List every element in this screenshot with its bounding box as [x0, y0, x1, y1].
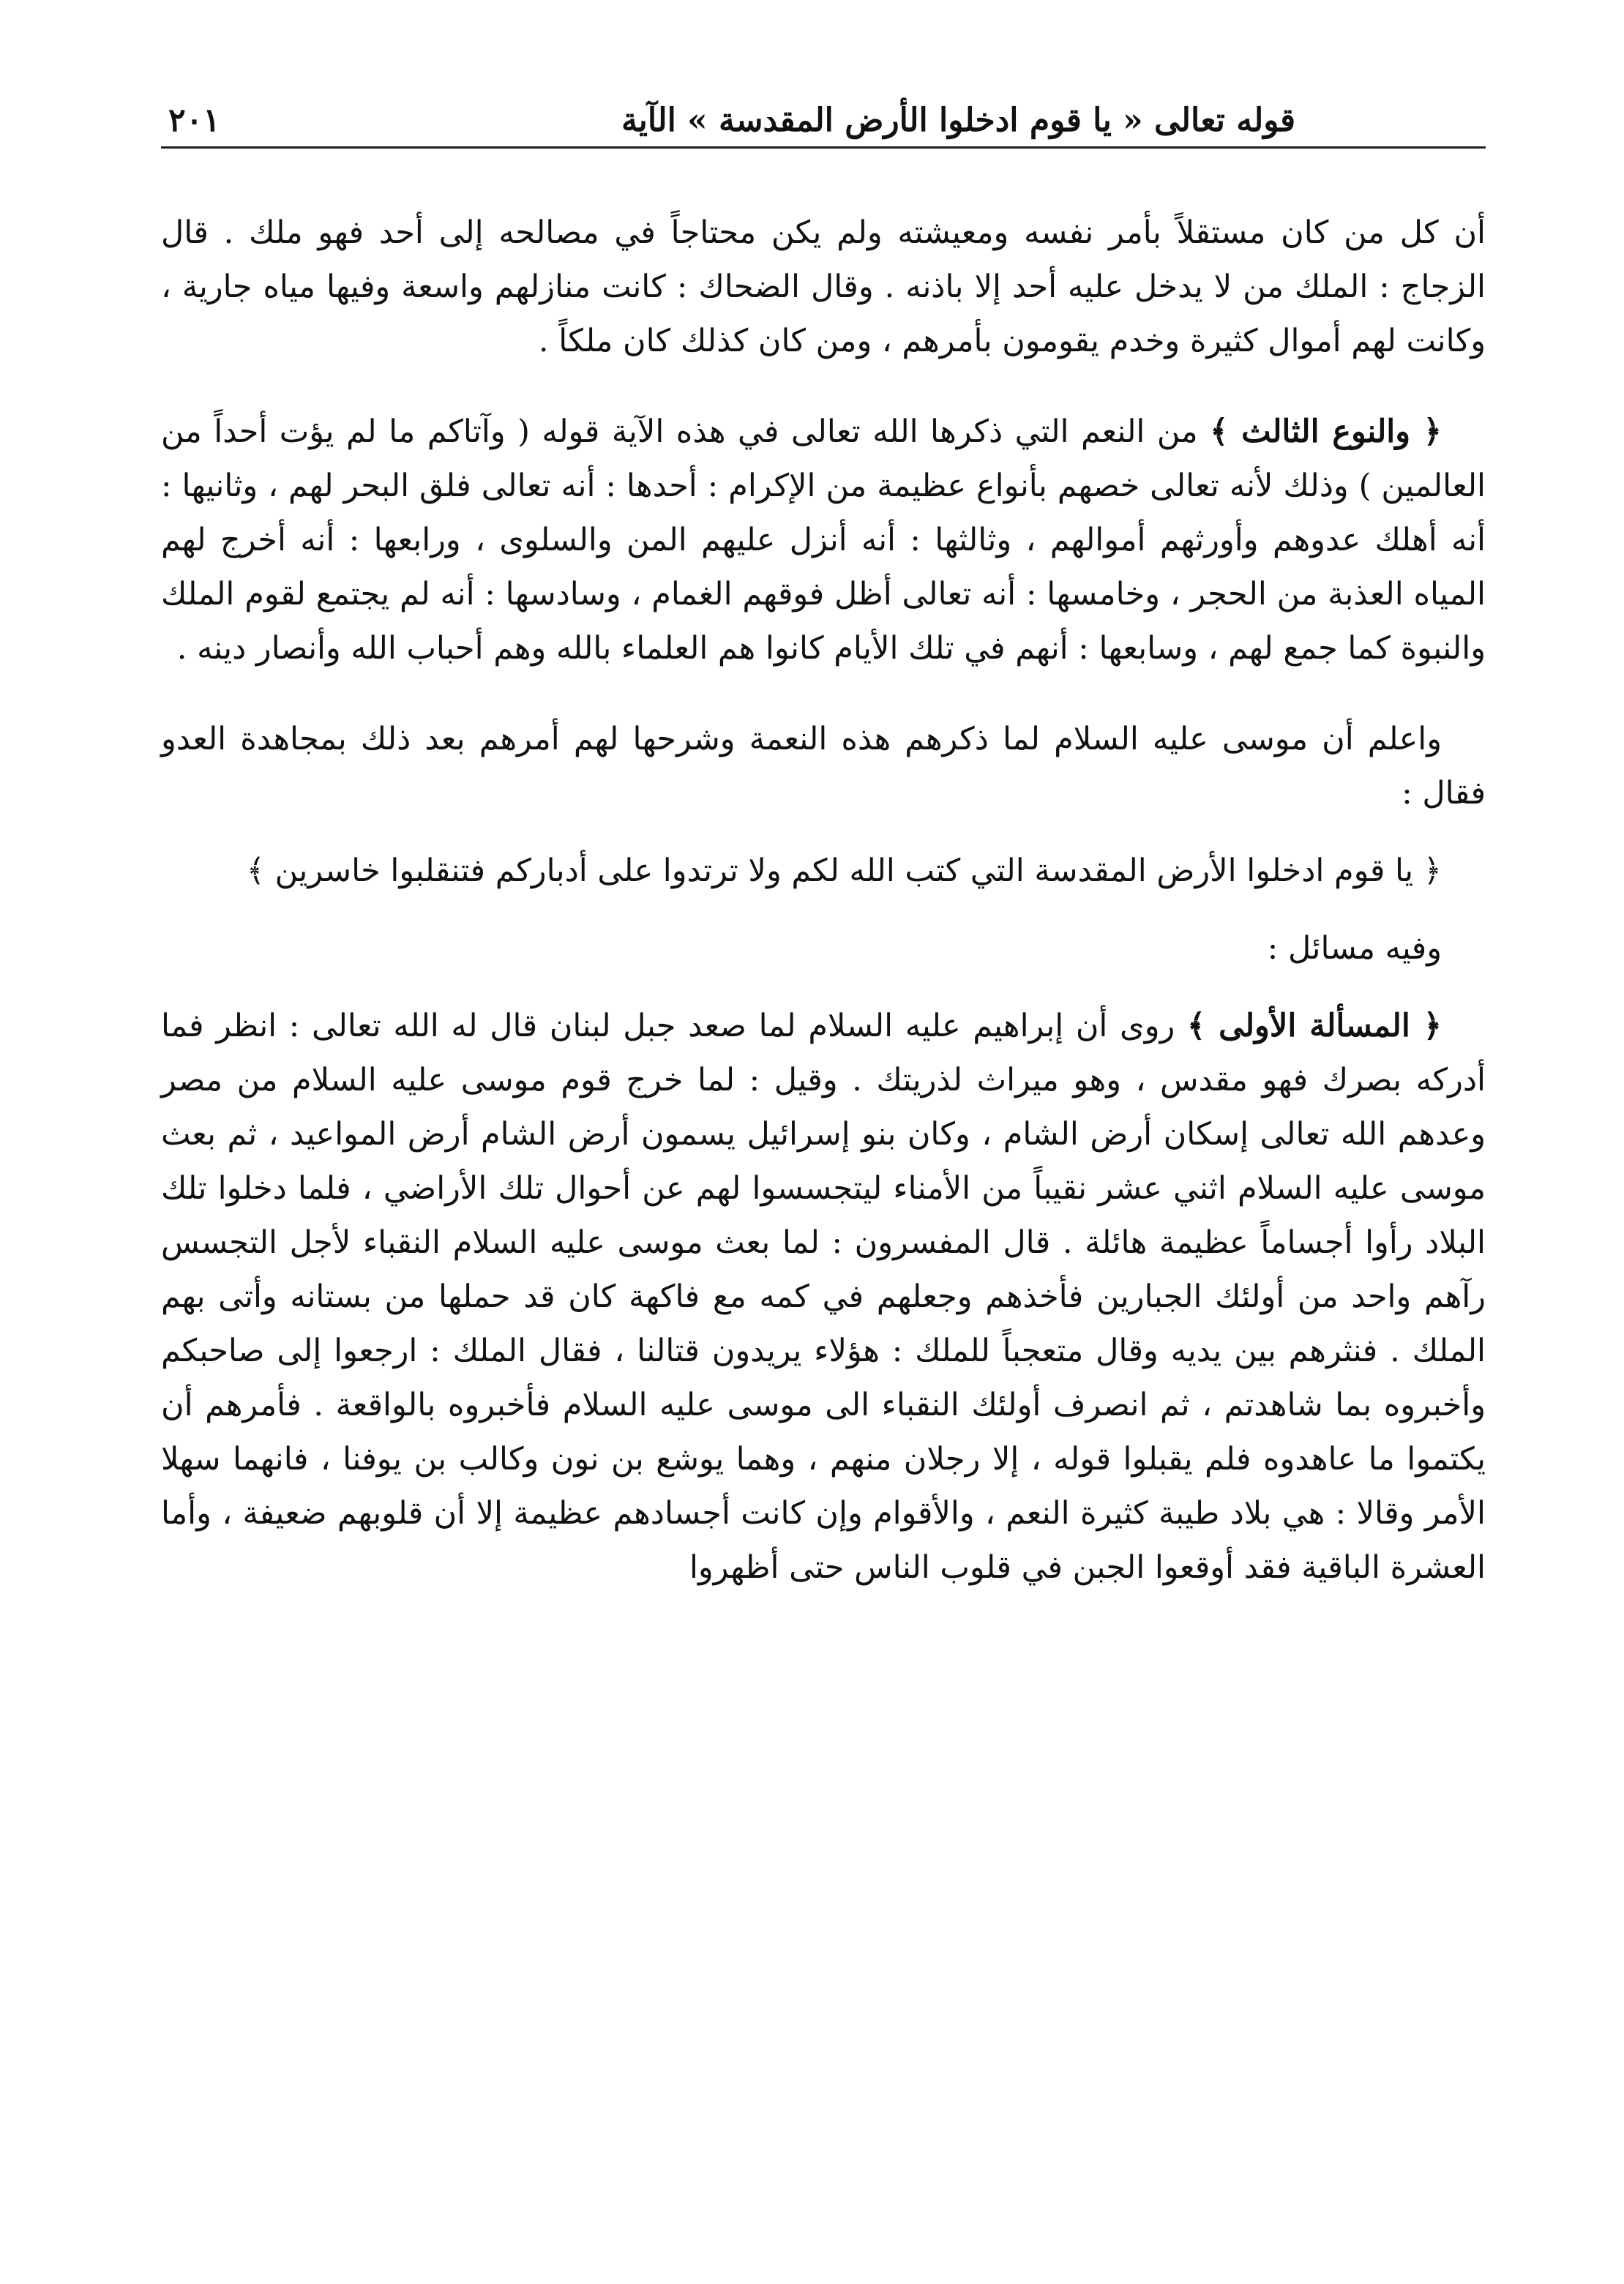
paragraph-moses-command	[161, 712, 1486, 820]
page-number: ٢٠١	[168, 102, 220, 139]
paragraph-text: وفيه مسائل :	[1267, 930, 1442, 967]
paragraph-lead: ﴿ والنوع الثالث ﴾	[1210, 413, 1442, 450]
paragraph-text: أن كل من كان مستقلاً بأمر نفسه ومعيشته ولم يكن محتاجاً في مصالحه إلى أحد فهو ملك . قال الزجاج : الملك من لا يدخل عليه أحد إلا باذنه . وقال الضحاك : كانت منازلهم واسعة وفيها مياه جارية ، وكانت لهم أموال كثيرة وخدم يقومون بأمرهم ، ومن كان كذلك كان ملكاً .	[161, 214, 1486, 359]
running-title: قوله تعالى « يا قوم ادخلوا الأرض المقدسة » الآية	[621, 102, 1295, 139]
paragraph-third-kind	[161, 405, 1486, 675]
book-page	[161, 80, 1486, 2203]
paragraph-first-issue	[161, 999, 1486, 1595]
paragraph-issues-intro	[161, 921, 1486, 976]
paragraph-lead: ﴿ المسألة الأولى ﴾	[1186, 1008, 1442, 1044]
paragraph-text: روى أن إبراهيم عليه السلام لما صعد جبل لبنان قال له الله تعالى : انظر فما أدركه بصرك فهو مقدس ، وهو ميراث لذريتك . وقيل : لما خرج قوم موسى عليه السلام من مصر وعدهم الله تعالى إسكان أرض الشام ، وكان بنو إسرائيل يسمون أرض الشام أرض المواعيد ، ثم بعث موسى عليه السلام اثني عشر نقيباً من الأمناء ليتجسسوا لهم عن أحوال تلك الأراضي ، فلما دخلوا تلك البلاد رأوا أجساماً عظيمة هائلة . قال المفسرون : لما بعث موسى عليه السلام النقباء لأجل التجسس رآهم واحد من أولئك الجبارين فأخذهم وجعلهم في كمه مع فاكهة كان قد حملها من بستانه وأتى بهم الملك . فنثرهم بين يديه وقال متعجباً للملك : هؤلاء يريدون قتالنا ، فقال الملك : ارجعوا إلى صاحبكم وأخبروه بما شاهدتم ، ثم انصرف أولئك النقباء الى موسى عليه السلام فأخبروه بالواقعة . فأمرهم أن يكتموا ما عاهدوه فلم يقبلوا قوله ، إلا رجلان منهم ، وهما يوشع بن نون وكالب بن يوفنا ، فانهما سهلا الأمر وقالا : هي بلاد طيبة كثيرة النعم ، والأقوام وإن كانت أجسادهم عظيمة إلا أن قلوبهم ضعيفة ، وأما العشرة الباقية فقد أوقعوا الجبن في قلوب الناس حتى أظهروا	[161, 1008, 1486, 1586]
paragraph-verse	[161, 844, 1486, 898]
paragraph-text: من النعم التي ذكرها الله تعالى في هذه الآية قوله ( وآتاكم ما لم يؤت أحداً من العالمين ) وذلك لأنه تعالى خصهم بأنواع عظيمة من الإكرام : أحدها : أنه تعالى فلق البحر لهم ، وثانيها : أنه أهلك عدوهم وأورثهم أموالهم ، وثالثها : أنه أنزل عليهم المن والسلوى ، ورابعها : أنه أخرج لهم المياه العذبة من الحجر ، وخامسها : أنه تعالى أظل فوقهم الغمام ، وسادسها : أنه لم يجتمع لقوم الملك والنبوة كما جمع لهم ، وسابعها : أنهم في تلك الأيام كانوا هم العلماء بالله وهم أحباب الله وأنصار دينه .	[161, 413, 1486, 667]
quran-verse: ﴿ يا قوم ادخلوا الأرض المقدسة التي كتب الله لكم ولا ترتدوا على أدباركم فتنقلبوا خاسرين ﴾	[246, 853, 1442, 889]
page-body	[161, 206, 1486, 1595]
paragraph-text: واعلم أن موسى عليه السلام لما ذكرهم هذه النعمة وشرحها لهم أمرهم بعد ذلك بمجاهدة العدو فقال :	[161, 721, 1486, 812]
running-header	[161, 80, 1486, 149]
paragraph-kingship	[161, 206, 1486, 368]
